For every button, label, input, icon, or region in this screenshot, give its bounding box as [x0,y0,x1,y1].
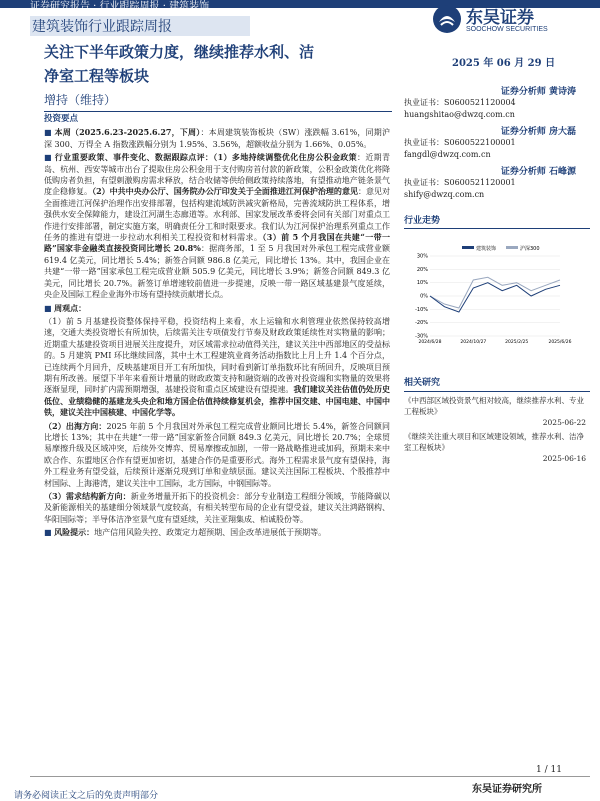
legend-label-a: 建筑装饰 [476,246,497,252]
y-tick-label: -20% [415,320,428,327]
y-tick-label: -30% [415,333,428,340]
view-heading: 周观点： [54,302,87,313]
analyst-cert: 执业证书：S0600521120004 [404,98,516,107]
footer-rule [30,776,590,777]
title-line-2: 净室工程等板块 [44,67,150,85]
x-tick-label: 2025/2/25 [505,340,529,345]
y-tick-label: 20% [416,266,428,273]
policy-text-1: ：近期青岛、杭州、西安等城市出台了提取住房公积金用于支付购房首付款的新政策，公积金政策优化将降低购房者负担，有望刺激购房需求释放，结合收储等供给侧政策持续落地，有望推动地产链条景气度企稳修复。 [44,153,391,197]
x-tick-label: 2025/6/26 [548,340,572,345]
y-tick-label: -10% [415,306,428,313]
policy-sub-2: （2）中共中央办公厅、国务院办公厅印发关于全面推进江河保护治理的意见 [92,186,358,197]
view-1-bold: 我们建议关注估值仍处历史低位、业绩稳健的基建龙头央企和地方国企估值持续修复机会，推荐中国交建、中国电建、中国中铁，建议关注中国核建、中国化学等。 [44,384,391,418]
analyst-email[interactable]: fangdl@dwzq.com.cn [404,150,491,159]
bullet-icon: ■ [44,153,55,163]
analyst-cert: 执业证书：S0600521120001 [404,178,516,187]
trend-section-title: 行业走势 [404,213,590,229]
view-3-text: 新业务增量开拓下的投资机会：部分专业制造工程细分领域，节能降碳以及新能源相关的基建细分领域景气度较高，有相关转型布局的企业有望受益，建议关注鸿路钢构、华阳国际等；半导体洁净室景气度有望延续，关注亚翔集成、柏诚股份等。 [44,492,390,524]
view-2-tail: 建议关注中工国际，北方国际，中钢国际等。 [116,478,276,488]
risk-label: 风险提示： [54,527,95,538]
view-2-lead: （2）出海方向： [44,420,107,431]
analyst-email[interactable]: shify@dwzq.com.cn [404,190,485,199]
view-3-lead: （3）需求结构新方向： [44,491,131,501]
related-date: 2025-06-22 [542,418,586,427]
rating: 增持（维持） [44,93,117,107]
footer-org: 东吴证券研究所 [472,784,542,795]
related-item[interactable]: 《中西部区域投资景气相对较高，继续推荐水利、专业工程板块》 [404,396,584,416]
para-weekly-label: 本周（2025.6.23-2025.6.27，下周） [54,127,201,138]
para-policy-label: 行业重要政策、事件变化、数据跟踪点评： [54,152,214,163]
related-date: 2025-06-16 [542,454,586,463]
report-series: 证券研究报告 · 行业跟踪周报 · 建筑装饰 [30,1,210,12]
policy-text-3: ：据商务部，1 至 5 月我国对外承包工程完成营业额 619.4 亿美元，同比增长 5.4%；新签合同额 986.8 亿美元，同比增长 13%。其中，我国企业在共建“一带一路”国家承包工程完成营业额 505.9 亿美元，同比增长 3.9%；新签合同额 849.3 亿美元，同比增长 20.7%。新签订单增速较前值进一步提速，反映一带一路区域基建景气度延续，央企及国际工程企业海外市场有望持续贡献增长点。 [44,244,390,300]
company-logo [432,2,582,38]
view-3 [44,491,390,525]
logo-text-cn: 东吴证券 [466,8,534,28]
logo-text-en: SOOCHOW SECURITIES [466,26,548,33]
analyst-cert: 执业证书：S0600522100001 [404,138,516,147]
report-date: 2025 年 06 月 29 日 [452,58,556,69]
view-2-text: 2025 年前 5 个月我国对外承包工程完成营业额同比增长 5.4%，新签合同额同比增长 13%；其中在共建“一带一路”国家新签合同额 849.3 亿美元，同比增长 20.7%；全球贸易摩擦升级及区域冲突，后续外交博弈、贸易摩擦或加剧，一带一路战略推进或加码，预期未来中欧合作、东盟地区合作有望更加密切，基建合作仍是重要形式。海外工程需求景气度有望保持，海外工程业务有望受益，后续预计逐渐兑现到订单和业绩层面。建议关注国际工程板块、个股推荐中材国际、上海港湾， [44,421,390,488]
policy-sub-1: （1）多地持续调整优化住房公积金政策 [213,152,357,163]
y-tick-label: 0% [420,293,428,300]
report-body [44,114,390,541]
bullet-icon: ■ [44,303,55,313]
title-rule [44,111,392,112]
para-weekly-text: ：本周建筑装饰板块（SW）涨跌幅 3.61%，同期沪深 300、万得全 A 指数涨跌幅分别为 1.95%、3.56%，超额收益分别为 1.66%、0.05%。 [44,128,390,149]
analyst-name: 证券分析师 石峰源 [500,167,576,177]
y-tick-label: 30% [416,253,428,260]
bullet-icon: ■ [44,128,55,138]
view-2 [44,421,390,489]
section-title-band [30,16,250,36]
logo-mark-icon [432,4,462,34]
x-tick-label: 2024/6/28 [418,340,442,345]
report-title [44,40,384,88]
analyst-email[interactable]: huangshitao@dwzq.com.cn [404,110,515,119]
analyst-card [404,164,590,201]
analyst-card [404,84,590,121]
disclaimer-note: 请务必阅读正文之后的免责声明部分 [14,791,159,801]
x-tick-label: 2024/10/27 [460,340,487,345]
para-weekly [44,127,390,150]
bullet-icon: ■ [44,528,55,538]
series-line [430,277,560,308]
policy-text-2: ：意见对全面推进江河保护治理作出安排部署，包括构建流域防洪减灾新格局，完善流域防洪工程体系，增强供水安全保障能力，建设江河湖生态廊道等。水利部、国家发展改革委将会同有关部门对重点工作进行安排部署，制定实施方案，明确责任分工和时限要求。我们认为江河保护治理系列重点工作任务的推进有望进一步拉动水利相关工程投资和材料需求。 [44,187,390,243]
related-item[interactable]: 《继续关注重大项目和区域建设领域，推荐水利、洁净室工程板块》 [404,432,584,452]
invest-heading: 投资要点 [44,114,79,124]
legend-swatch-a [462,246,474,249]
para-view [44,303,390,314]
risk-text: 地产信用风险失控、政策定力超预期、国企改革进展低于预期等。 [94,528,327,538]
para-risk [44,527,390,538]
view-1-text: （1）前 5 月基建投资整体保持平稳，投资结构上来看，水上运输和水利管理业依然保持较高增速，交通大类投资增长有所加快，后续需关注专项债发行节奏及财政政策延续性对实物量的影响；近期重大基建投资项目进展关注度提升，对区域需求拉动值得关注，建议关注中西部地区的受益标的。5 月建筑 PMI 环比继续回落，其中土木工程建筑业商务活动指数比上月上升 1.4 个百分点，已连续两个月回升，反映基建项目开工有所加快，同时看到新订单指数环比有所回升，反映项目预期有所改善。展望下半年来看预计增量的财政政策支持和融资端的改善对投资端和实物量的效果将逐渐显现，同时扩内需预期增强，基建投资和重点区域建设有望提速。 [44,316,390,395]
legend-label-b: 沪深300 [520,246,540,252]
analyst-name: 证券分析师 房大磊 [500,127,576,137]
analyst-name: 证券分析师 黄诗涛 [500,87,576,97]
legend-swatch-b [506,246,518,249]
page-number: 1 / 11 [536,765,562,775]
analyst-panel [404,84,590,229]
para-policy [44,152,390,300]
title-line-1: 关注下半年政策力度，继续推荐水利、洁 [44,43,315,61]
related-research [404,378,590,464]
policy-sub-3: （3）前 5 个月我国在共建“一带一路”国家非金融类直接投资同比增长 20.8% [44,232,390,254]
view-1 [44,316,390,419]
analyst-card [404,124,590,161]
section-title: 建筑装饰行业跟踪周报 [32,19,172,35]
industry-trend-chart [404,244,572,352]
related-section-title: 相关研究 [404,378,590,392]
y-tick-label: 10% [416,280,428,287]
